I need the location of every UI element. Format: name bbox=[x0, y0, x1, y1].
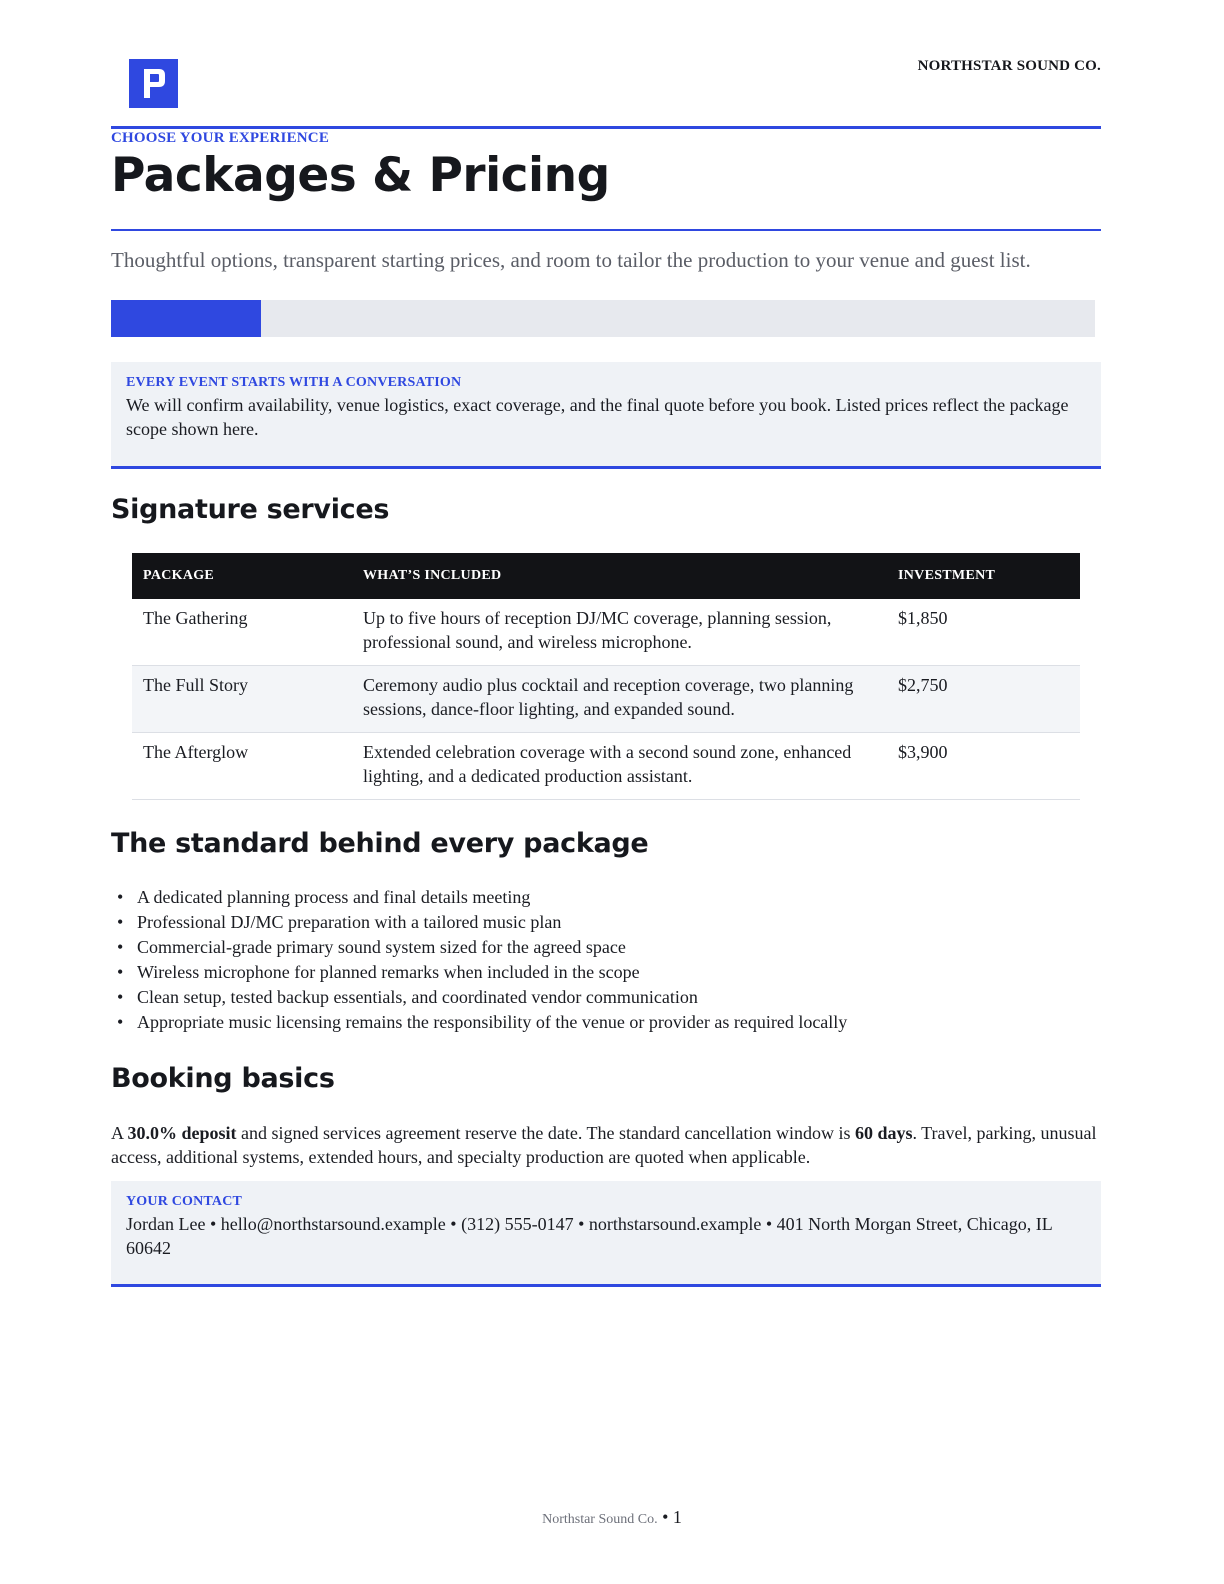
list-item bbox=[111, 885, 847, 910]
bullet-icon: • bbox=[117, 962, 124, 982]
progress-bar-fill bbox=[111, 300, 261, 337]
contact-label: YOUR CONTACT bbox=[126, 1194, 243, 1209]
list-item-text: Professional DJ/MC preparation with a tailored music plan bbox=[137, 912, 562, 932]
header-rule bbox=[111, 126, 1101, 129]
eyebrow-label: CHOOSE YOUR EXPERIENCE bbox=[111, 130, 330, 146]
package-included: Ceremony audio plus cocktail and reception coverage, two planning sessions, dance-floor lighting, and expanded sound. bbox=[352, 666, 887, 733]
table-row bbox=[132, 733, 1080, 800]
page-footer bbox=[0, 1507, 1224, 1528]
booking-text: and signed services agreement reserve the date. The standard cancellation window is bbox=[236, 1123, 855, 1143]
table-row bbox=[132, 599, 1080, 666]
standards-heading: The standard behind every package bbox=[111, 828, 649, 859]
list-item-text: Commercial-grade primary sound system sized for the agreed space bbox=[137, 937, 626, 957]
package-included: Extended celebration coverage with a second sound zone, enhanced lighting, and a dedicated production assistant. bbox=[352, 733, 887, 800]
page-subtitle: Thoughtful options, transparent starting prices, and room to tailor the production to your venue and guest list. bbox=[111, 248, 1031, 272]
table-header-row bbox=[132, 553, 1080, 599]
package-price: $3,900 bbox=[887, 733, 1080, 800]
contact-details: Jordan Lee • hello@northstarsound.example • (312) 555-0147 • northstarsound.example • 401 North Morgan Street, Chicago, IL 60642 bbox=[126, 1214, 1053, 1258]
callout-label: EVERY EVENT STARTS WITH A CONVERSATION bbox=[126, 375, 462, 390]
standards-list bbox=[111, 885, 847, 1035]
contact-callout bbox=[111, 1181, 1101, 1287]
progress-bar bbox=[111, 300, 1095, 337]
booking-paragraph bbox=[111, 1121, 1101, 1169]
pricing-table bbox=[132, 553, 1080, 800]
booking-text: . Travel, parking, unusual access, additional systems, extended hours, and specialty production are quoted when applicable. bbox=[111, 1123, 1097, 1167]
list-item bbox=[111, 985, 847, 1010]
column-header-included: WHAT’S INCLUDED bbox=[352, 553, 887, 599]
list-item bbox=[111, 1010, 847, 1035]
page-title: Packages & Pricing bbox=[111, 148, 610, 203]
package-price: $1,850 bbox=[887, 599, 1080, 666]
list-item-text: Wireless microphone for planned remarks when included in the scope bbox=[137, 962, 640, 982]
list-item bbox=[111, 960, 847, 985]
company-name: NORTHSTAR SOUND CO. bbox=[917, 58, 1101, 74]
column-header-investment: INVESTMENT bbox=[887, 553, 1080, 599]
bullet-icon: • bbox=[117, 987, 124, 1007]
intro-callout bbox=[111, 362, 1101, 469]
page-number: 1 bbox=[672, 1507, 682, 1527]
cancellation-window: 60 days bbox=[854, 1123, 913, 1143]
package-name: The Full Story bbox=[132, 666, 352, 733]
company-logo-icon bbox=[129, 59, 178, 108]
title-rule bbox=[111, 229, 1101, 231]
list-item bbox=[111, 935, 847, 960]
package-name: The Afterglow bbox=[132, 733, 352, 800]
footer-company: Northstar Sound Co. bbox=[542, 1512, 658, 1527]
package-price: $2,750 bbox=[887, 666, 1080, 733]
footer-separator: • bbox=[657, 1507, 673, 1527]
column-header-package: PACKAGE bbox=[132, 553, 352, 599]
bullet-icon: • bbox=[117, 1012, 124, 1032]
list-item bbox=[111, 910, 847, 935]
list-item-text: A dedicated planning process and final details meeting bbox=[137, 887, 531, 907]
bullet-icon: • bbox=[117, 887, 124, 907]
package-name: The Gathering bbox=[132, 599, 352, 666]
booking-heading: Booking basics bbox=[111, 1063, 335, 1094]
table-row bbox=[132, 666, 1080, 733]
deposit-amount: 30.0% deposit bbox=[127, 1123, 237, 1143]
list-item-text: Clean setup, tested backup essentials, and coordinated vendor communication bbox=[137, 987, 698, 1007]
callout-text: We will confirm availability, venue logistics, exact coverage, and the final quote before you book. Listed prices reflect the package scope shown here. bbox=[126, 395, 1069, 439]
page bbox=[111, 0, 1101, 1584]
bullet-icon: • bbox=[117, 937, 124, 957]
services-heading: Signature services bbox=[111, 494, 390, 525]
booking-text: A bbox=[111, 1123, 128, 1143]
package-included: Up to five hours of reception DJ/MC coverage, planning session, professional sound, and wireless microphone. bbox=[352, 599, 887, 666]
bullet-icon: • bbox=[117, 912, 124, 932]
list-item-text: Appropriate music licensing remains the responsibility of the venue or provider as required locally bbox=[137, 1012, 848, 1032]
